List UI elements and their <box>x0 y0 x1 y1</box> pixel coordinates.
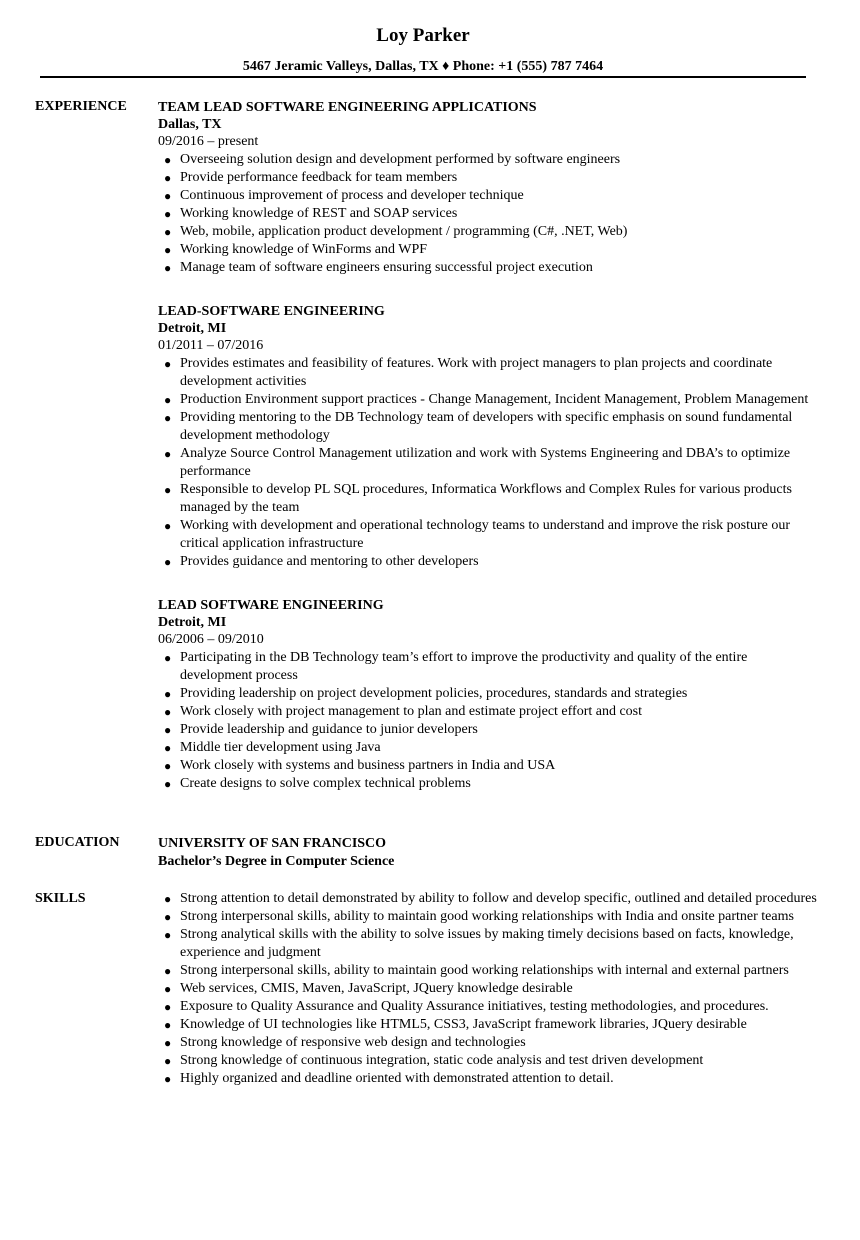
job-title: LEAD SOFTWARE ENGINEERING <box>158 598 384 613</box>
list-item-text: Exposure to Quality Assurance and Quality Assurance initiatives, testing methodologies, and procedures. <box>180 999 769 1014</box>
list-item-text: Strong knowledge of responsive web design and technologies <box>180 1035 526 1050</box>
bullet-icon: ● <box>164 928 172 942</box>
list-item <box>158 481 818 517</box>
list-item-text: Work closely with systems and business partners in India and USA <box>180 758 556 773</box>
list-item-text: Provides guidance and mentoring to other developers <box>180 554 479 569</box>
bullet-icon: ● <box>164 705 172 719</box>
list-item <box>158 685 818 703</box>
list-item <box>158 355 818 391</box>
section-heading-skills: SKILLS <box>35 891 86 906</box>
skills-bullet-list <box>158 890 818 1088</box>
section-heading-experience: EXPERIENCE <box>35 99 127 114</box>
list-item-text: Strong knowledge of continuous integration, static code analysis and test driven development <box>180 1053 704 1068</box>
job-dates: 01/2011 – 07/2016 <box>158 338 264 353</box>
bullet-icon: ● <box>164 225 172 239</box>
list-item <box>158 649 818 685</box>
list-item-text: Working with development and operational technology teams to understand and improve the risk posture our critical application infrastructure <box>180 518 791 551</box>
list-item-text: Providing mentoring to the DB Technology team of developers with specific emphasis on sound fundamental development methodology <box>180 410 793 443</box>
bullet-icon: ● <box>164 357 172 371</box>
list-item-text: Continuous improvement of process and developer technique <box>180 188 524 203</box>
job-bullet-list <box>158 649 818 793</box>
bullet-icon: ● <box>164 759 172 773</box>
list-item <box>158 998 818 1016</box>
list-item <box>158 1052 818 1070</box>
bullet-icon: ● <box>164 1036 172 1050</box>
list-item-text: Analyze Source Control Management utilization and work with Systems Engineering and DBA’s to optimize performance <box>180 446 791 479</box>
bullet-icon: ● <box>164 393 172 407</box>
job-location: Detroit, MI <box>158 615 227 630</box>
list-item-text: Provide performance feedback for team members <box>180 170 458 185</box>
job-entry <box>158 98 818 277</box>
bullet-icon: ● <box>164 741 172 755</box>
list-item-text: Web, mobile, application product development / programming (C#, .NET, Web) <box>180 224 628 239</box>
list-item <box>158 517 818 553</box>
job-entry <box>158 596 818 793</box>
bullet-icon: ● <box>164 171 172 185</box>
candidate-name: Loy Parker <box>376 25 470 46</box>
bullet-icon: ● <box>164 892 172 906</box>
list-item <box>158 223 818 241</box>
bullet-icon: ● <box>164 1054 172 1068</box>
list-item <box>158 187 818 205</box>
bullet-icon: ● <box>164 483 172 497</box>
bullet-icon: ● <box>164 153 172 167</box>
bullet-icon: ● <box>164 261 172 275</box>
job-bullet-list <box>158 151 818 277</box>
list-item-text: Overseeing solution design and development performed by software engineers <box>180 152 621 167</box>
list-item <box>158 962 818 980</box>
list-item-text: Web services, CMIS, Maven, JavaScript, JQuery knowledge desirable <box>180 981 573 996</box>
bullet-icon: ● <box>164 723 172 737</box>
job-title: TEAM LEAD SOFTWARE ENGINEERING APPLICATIONS <box>158 100 537 115</box>
list-item <box>158 1070 818 1088</box>
bullet-icon: ● <box>164 982 172 996</box>
section-heading-education: EDUCATION <box>35 835 120 850</box>
list-item-text: Responsible to develop PL SQL procedures, Informatica Workflows and Complex Rules for various products managed by the team <box>180 482 792 515</box>
list-item <box>158 205 818 223</box>
bullet-icon: ● <box>164 687 172 701</box>
list-item-text: Strong interpersonal skills, ability to maintain good working relationships with internal and external partners <box>180 963 789 978</box>
job-dates: 06/2006 – 09/2010 <box>158 632 264 647</box>
list-item <box>158 553 818 571</box>
list-item <box>158 1016 818 1034</box>
bullet-icon: ● <box>164 1000 172 1014</box>
list-item-text: Highly organized and deadline oriented with demonstrated attention to detail. <box>180 1071 614 1086</box>
job-bullet-list <box>158 355 818 571</box>
list-item-text: Create designs to solve complex technical problems <box>180 776 471 791</box>
degree-name: Bachelor’s Degree in Computer Science <box>158 854 395 869</box>
list-item <box>158 890 818 908</box>
list-item <box>158 259 818 277</box>
list-item <box>158 721 818 739</box>
list-item-text: Manage team of software engineers ensuring successful project execution <box>180 260 593 275</box>
list-item-text: Middle tier development using Java <box>180 740 381 755</box>
list-item <box>158 1034 818 1052</box>
list-item <box>158 980 818 998</box>
list-item-text: Providing leadership on project development policies, procedures, standards and strategies <box>180 686 688 701</box>
resume-header <box>40 24 806 76</box>
bullet-icon: ● <box>164 1018 172 1032</box>
bullet-icon: ● <box>164 964 172 978</box>
list-item <box>158 391 818 409</box>
list-item-text: Strong interpersonal skills, ability to maintain good working relationships with India and onsite partner teams <box>180 909 794 924</box>
bullet-icon: ● <box>164 555 172 569</box>
list-item-text: Working knowledge of REST and SOAP services <box>180 206 458 221</box>
list-item-text: Provide leadership and guidance to junior developers <box>180 722 478 737</box>
job-dates: 09/2016 – present <box>158 134 259 149</box>
list-item-text: Strong analytical skills with the ability to solve issues by making timely decisions based on facts, knowledge, experience and judgment <box>180 927 794 960</box>
bullet-icon: ● <box>164 519 172 533</box>
list-item <box>158 409 818 445</box>
list-item <box>158 445 818 481</box>
bullet-icon: ● <box>164 243 172 257</box>
list-item <box>158 241 818 259</box>
job-location: Dallas, TX <box>158 117 222 132</box>
job-title: LEAD-SOFTWARE ENGINEERING <box>158 304 385 319</box>
bullet-icon: ● <box>164 447 172 461</box>
bullet-icon: ● <box>164 651 172 665</box>
contact-line: 5467 Jeramic Valleys, Dallas, TX ♦ Phone: +1 (555) 787 7464 <box>242 59 604 74</box>
list-item-text: Work closely with project management to plan and estimate project effort and cost <box>180 704 643 719</box>
list-item-text: Provides estimates and feasibility of features. Work with project managers to plan projects and coordinate development activities <box>180 356 773 389</box>
list-item <box>158 169 818 187</box>
bullet-icon: ● <box>164 777 172 791</box>
list-item-text: Participating in the DB Technology team’s effort to improve the productivity and quality of the entire development process <box>180 650 748 683</box>
job-location: Detroit, MI <box>158 321 227 336</box>
list-item-text: Production Environment support practices - Change Management, Incident Management, Problem Management <box>180 392 809 407</box>
list-item-text: Working knowledge of WinForms and WPF <box>180 242 428 257</box>
list-item-text: Strong attention to detail demonstrated by ability to follow and develop specific, outlined and detailed procedures <box>180 891 817 906</box>
list-item <box>158 757 818 775</box>
bullet-icon: ● <box>164 1072 172 1086</box>
bullet-icon: ● <box>164 910 172 924</box>
list-item <box>158 926 818 962</box>
list-item <box>158 739 818 757</box>
list-item <box>158 151 818 169</box>
list-item <box>158 908 818 926</box>
list-item <box>158 703 818 721</box>
list-item-text: Knowledge of UI technologies like HTML5, CSS3, JavaScript framework libraries, JQuery desirable <box>180 1017 747 1032</box>
header-divider <box>40 76 806 78</box>
school-name: UNIVERSITY OF SAN FRANCISCO <box>158 836 387 851</box>
bullet-icon: ● <box>164 189 172 203</box>
bullet-icon: ● <box>164 411 172 425</box>
bullet-icon: ● <box>164 207 172 221</box>
job-entry <box>158 302 818 571</box>
list-item <box>158 775 818 793</box>
